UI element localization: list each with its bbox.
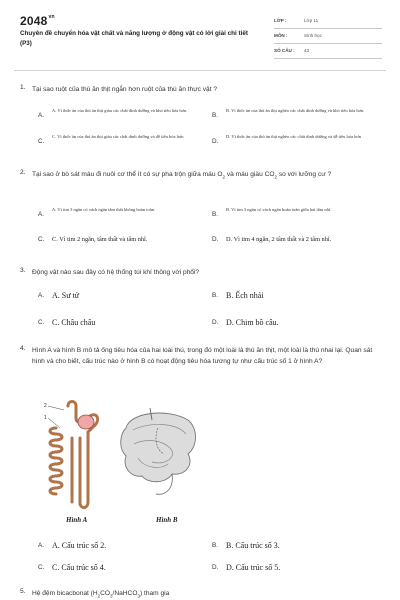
option-text: C. Châu chấu (52, 318, 96, 327)
option-text: D. Vì tim 4 ngăn, 2 tâm thất và 2 tâm nhĩ. (226, 236, 332, 243)
option-text: B. Ếch nhái (226, 291, 264, 300)
option-text: A. Vì tim 3 ngăn có vách ngăn tâm thất không hoàn toàn. (52, 207, 156, 212)
header (20, 14, 382, 60)
question-number: 1. (20, 84, 26, 91)
option-text: B. Vì tim 3 ngăn có vách ngăn hoàn toàn giữa hai tâm nhĩ. (226, 207, 332, 212)
question-text: Tại sao ruột của thú ăn thịt ngắn hơn ruột của thú ăn thực vật ? (32, 86, 218, 93)
question-3 (20, 267, 382, 331)
option-text: C. Vì tim 2 ngăn, tâm thất và tâm nhĩ. (52, 236, 148, 243)
option-letter: C. (38, 564, 45, 571)
option-letter: D. (212, 138, 219, 145)
option-letter: A. (38, 211, 45, 218)
option-letter: B. (212, 112, 219, 119)
option-text: A. Sư tử (52, 291, 80, 300)
option-text: C. Vì thức ăn của thú ăn thịt giàu các chất dinh dưỡng và dễ tiêu hóa hơn (52, 134, 184, 139)
figure-caption-b: Hình B (156, 516, 178, 524)
meta-label: SỐ CÂU : (274, 48, 295, 53)
question-number: 2. (20, 169, 26, 176)
option-text: D. Vì thức ăn của thú ăn thịt nghèo các chất dinh dưỡng và dễ tiêu hóa hơn (226, 134, 362, 139)
figure-b-stomach (121, 408, 196, 494)
option-letter: A. (38, 542, 45, 549)
option-letter: B. (212, 542, 219, 549)
question-number: 5. (20, 588, 26, 595)
option-text: B. Vì thức ăn của thú ăn thịt nghèo các chất dinh dưỡng và khó tiêu hóa hơn. (226, 108, 365, 113)
header-divider (14, 70, 386, 71)
question-text: Hệ đệm bicacbonat $(H_2CO_3/NaHCO_3)$ tham gia (32, 590, 170, 599)
digestive-tract-figure (38, 398, 238, 528)
option-text: D. Cấu trúc số 5. (226, 563, 281, 572)
meta-value: Lớp 11 (304, 18, 319, 23)
question-text: Tại sao ở bò sát máu đi nuôi cơ thể ít có sự pha trộn giữa máu $O_2$ và máu giàu $CO_2$ so với lưỡng cư ? (32, 171, 332, 180)
figure-drawing (38, 398, 238, 528)
meta-label: MÔN : (274, 33, 288, 38)
option-text: D. Chim bồ câu. (226, 318, 279, 327)
figure-label-1: 1 (44, 415, 47, 421)
meta-row-class (274, 14, 382, 29)
meta-value: Sinh học (304, 33, 322, 38)
option-text: A. Cấu trúc số 2. (52, 541, 107, 550)
question-text: Động vật nào sau đây có hệ thống túi khí thông với phổi? (32, 269, 200, 276)
option-letter: B. (212, 292, 219, 299)
meta-label: LỚP : (274, 18, 287, 23)
option-letter: D. (212, 564, 219, 571)
option-letter: C. (38, 138, 45, 145)
option-text: B. Cấu trúc số 3. (226, 541, 280, 550)
page-title: Chuyên đề chuyển hóa vật chất và năng lượng ở động vật có lời giải chi tiết (P3) (20, 30, 248, 47)
option-letter: D. (212, 236, 219, 243)
figure-a-stomach (78, 415, 94, 429)
question-number: 4. (20, 345, 26, 352)
meta-row-count (274, 44, 382, 59)
question-4 (20, 345, 382, 385)
question-2 (20, 169, 382, 249)
site-logo[interactable]: $2048^{vn}$ (20, 14, 55, 28)
meta-value: 43 (304, 48, 310, 53)
option-letter: D. (212, 319, 219, 326)
question-text: Hình A và hình B mô tả ống tiêu hóa của hai loài thú, trong đó một loài là thú ăn thịt, một loài là thú nhai lại. Quan sát hình và cho biết, cấu trúc nào ở hình B có hoạt động tiêu hóa tương tự như cấu trúc số 1 ở hình A? (32, 347, 373, 365)
option-letter: B. (212, 211, 219, 218)
question-1 (20, 84, 382, 154)
meta-row-subject (274, 29, 382, 44)
question-number: 3. (20, 267, 26, 274)
question-5 (20, 588, 382, 600)
figure-caption-a: Hình A (66, 516, 88, 524)
meta-table (274, 14, 382, 59)
option-text: C. Cấu trúc số 4. (52, 563, 106, 572)
option-text: A. Vì thức ăn của thú ăn thịt giàu các chất dinh dưỡng và khó tiêu hóa hơn. (52, 108, 188, 113)
option-letter: C. (38, 319, 45, 326)
figure-label-2: 2 (44, 403, 47, 409)
option-letter: C. (38, 236, 45, 243)
option-letter: A. (38, 112, 45, 119)
option-letter: A. (38, 292, 45, 299)
